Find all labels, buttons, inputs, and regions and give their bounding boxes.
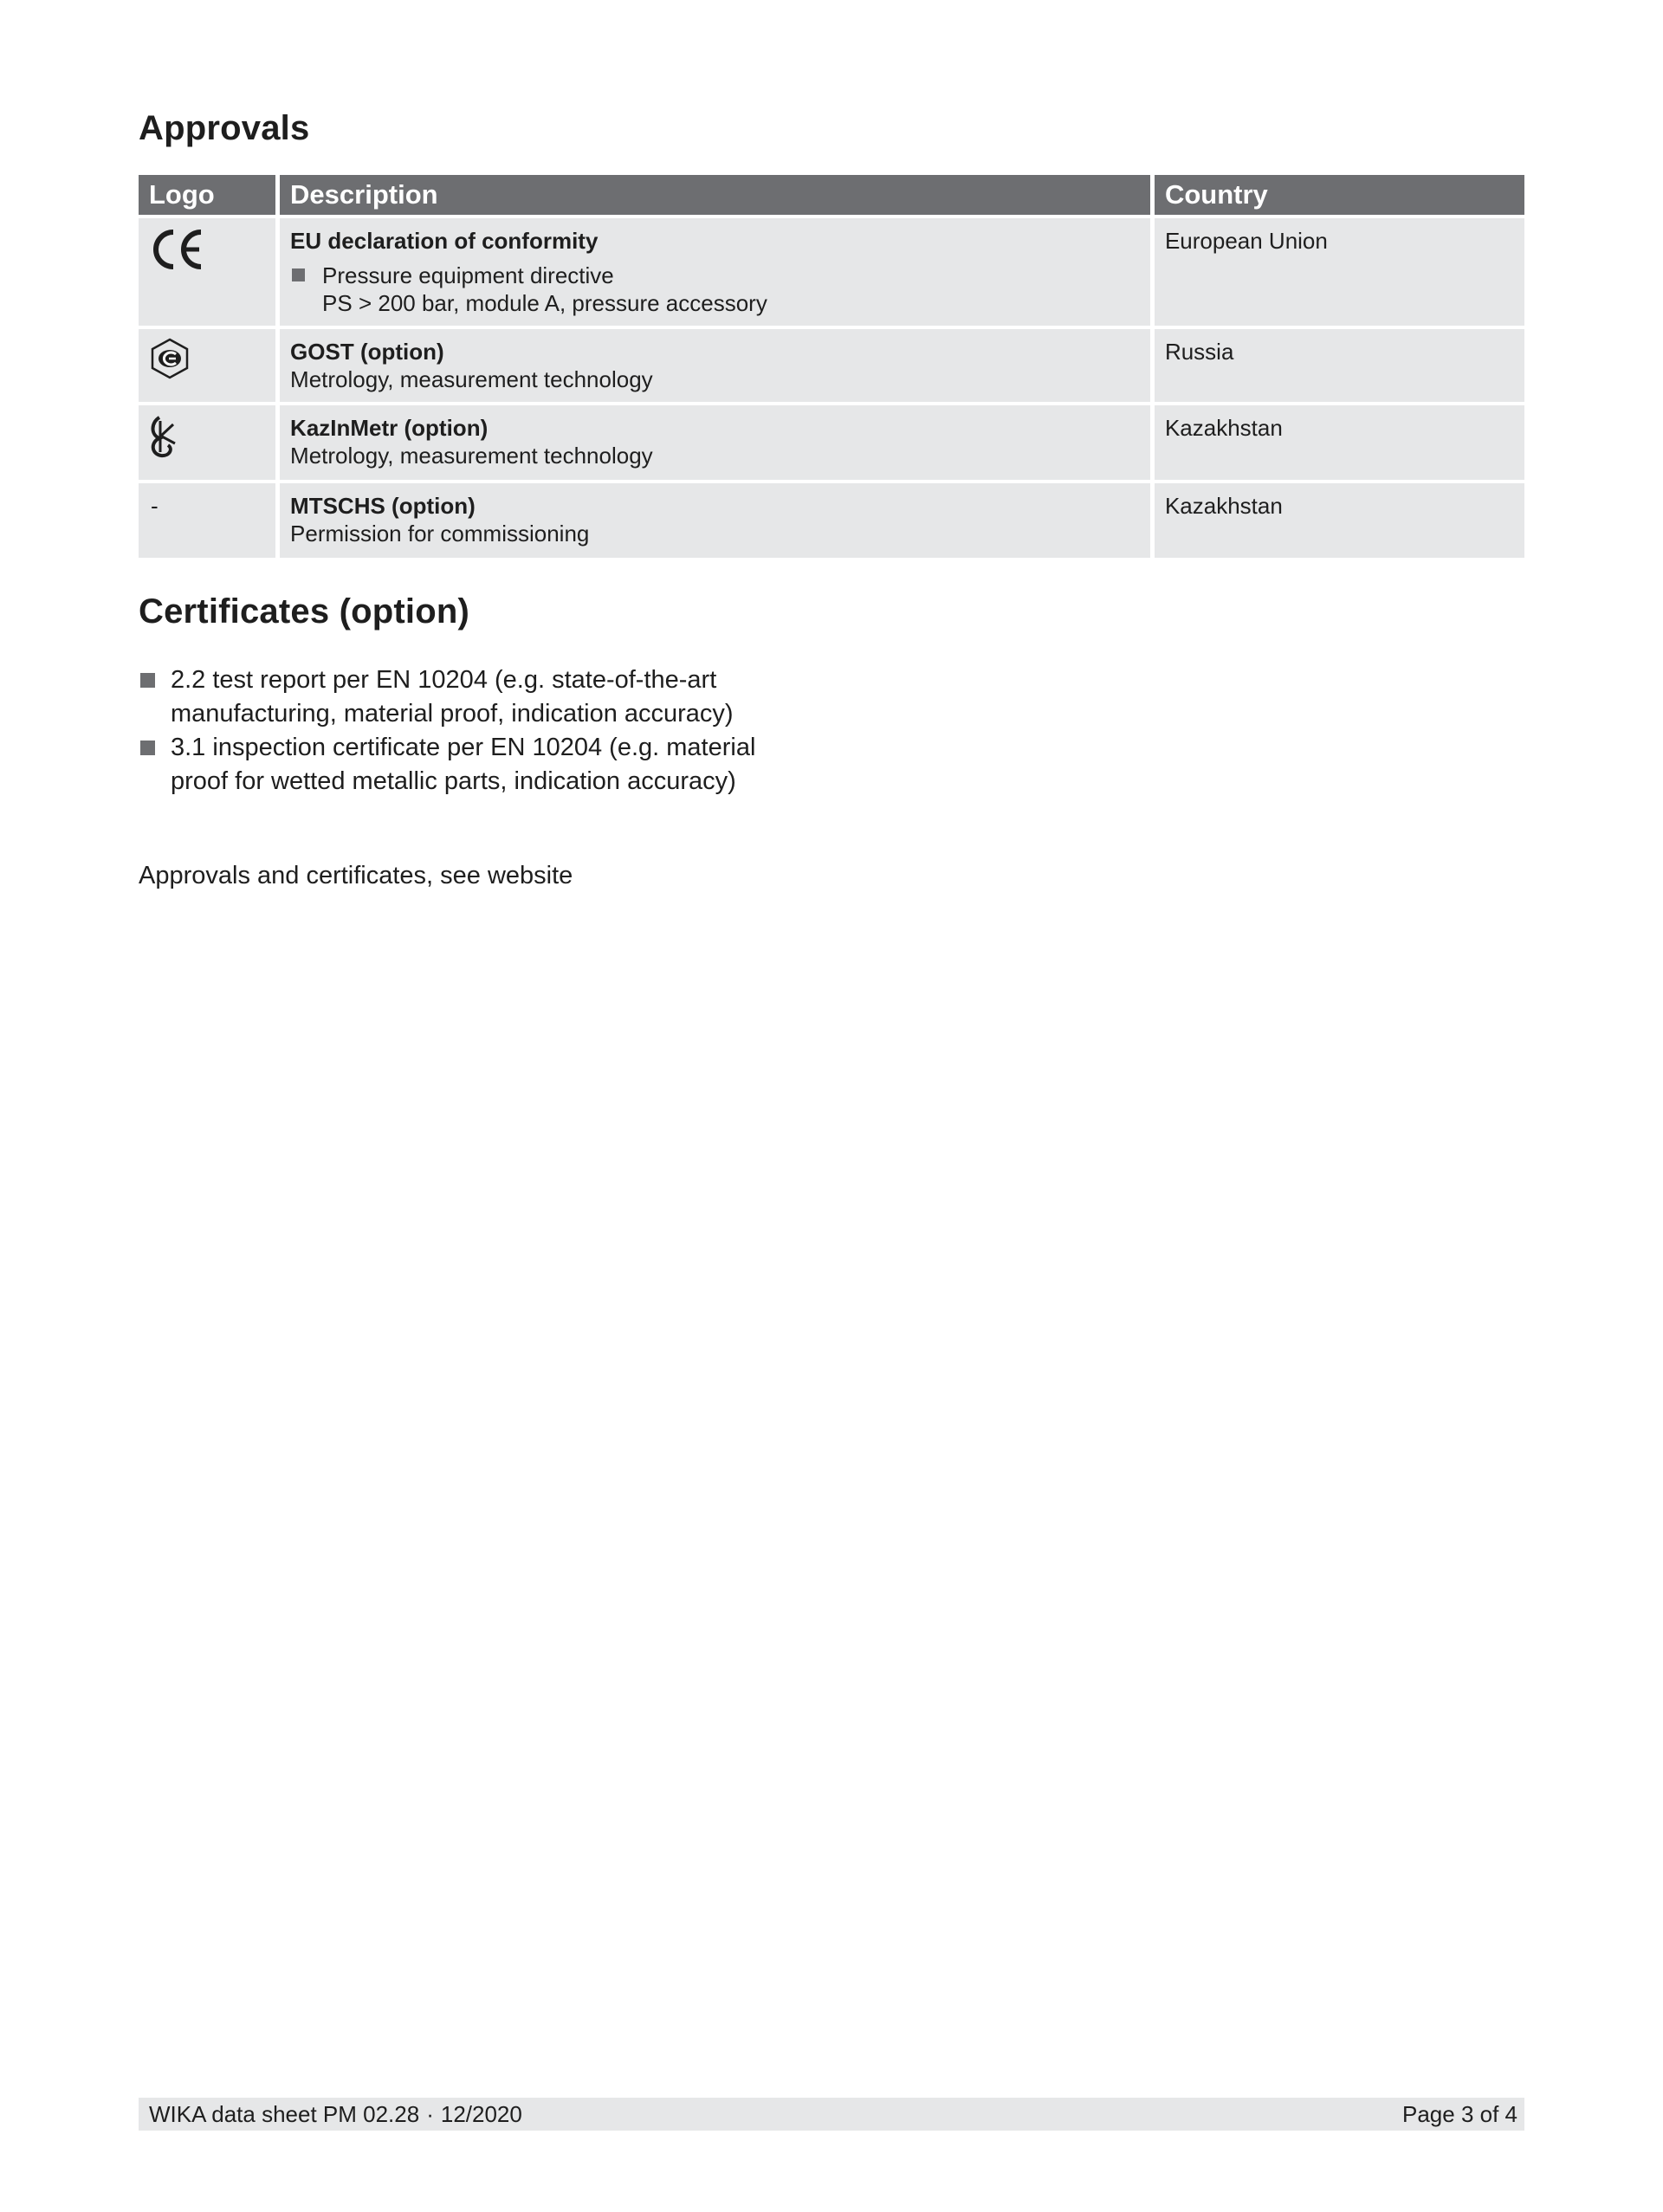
bullet-item	[290, 262, 1140, 317]
country-cell: Kazakhstan	[1155, 483, 1524, 561]
bullet-square-icon	[140, 673, 155, 688]
list-item-line: manufacturing, material proof, indication accuracy)	[171, 700, 734, 728]
table-row	[139, 329, 1524, 405]
list-item	[139, 731, 797, 799]
list-item-line: 2.2 test report per EN 10204 (e.g. state-of-the-art	[171, 666, 717, 694]
column-header-logo: Logo	[139, 175, 280, 218]
logo-cell	[139, 329, 280, 405]
table-row	[139, 483, 1524, 561]
list-item-line: 3.1 inspection certificate per EN 10204 (e.g. material	[171, 734, 756, 761]
logo-cell	[139, 218, 280, 329]
country-cell: Kazakhstan	[1155, 405, 1524, 483]
document-id: WIKA data sheet PM 02.28	[149, 2101, 420, 2127]
list-item-line: proof for wetted metallic parts, indication accuracy)	[171, 767, 736, 795]
bullet-detail: PS > 200 bar, module A, pressure accessory	[322, 290, 767, 316]
approval-title: GOST (option)	[290, 339, 444, 365]
approval-title: KazInMetr (option)	[290, 415, 489, 441]
certificates-list	[139, 663, 797, 799]
certificates-heading: Certificates (option)	[139, 592, 469, 631]
bullet-square-icon	[292, 268, 305, 281]
page-number: Page 3 of 4	[1402, 2101, 1517, 2127]
ce-mark-icon	[149, 227, 265, 280]
approvals-heading: Approvals	[139, 109, 310, 147]
logo-cell	[139, 483, 280, 561]
page-footer	[139, 2098, 1524, 2131]
no-logo-dash: -	[151, 493, 159, 519]
approval-subtitle: Metrology, measurement technology	[290, 366, 653, 392]
column-header-description: Description	[280, 175, 1155, 218]
approval-title: EU declaration of conformity	[290, 228, 599, 254]
document-date: 12/2020	[440, 2101, 522, 2127]
approval-subtitle: Permission for commissioning	[290, 521, 590, 547]
table-row	[139, 405, 1524, 483]
footer-document-info	[149, 2098, 522, 2131]
list-item-text	[171, 731, 755, 799]
country-cell: European Union	[1155, 218, 1524, 329]
description-cell	[280, 329, 1155, 405]
description-cell	[280, 218, 1155, 329]
table-row	[139, 218, 1524, 329]
kazinmetr-mark-icon	[149, 414, 265, 465]
logo-cell	[139, 405, 280, 483]
list-item	[139, 663, 797, 731]
description-cell	[280, 483, 1155, 561]
country-cell: Russia	[1155, 329, 1524, 405]
approvals-table	[139, 175, 1524, 561]
approval-subtitle: Metrology, measurement technology	[290, 443, 653, 469]
bullet-square-icon	[140, 741, 155, 755]
table-header-row	[139, 175, 1524, 218]
description-cell	[280, 405, 1155, 483]
footer-separator: ·	[426, 2101, 434, 2127]
bullet-text	[322, 262, 767, 317]
column-header-country: Country	[1155, 175, 1524, 218]
approval-title: MTSCHS (option)	[290, 493, 476, 519]
gost-mark-icon	[149, 338, 265, 385]
website-note: Approvals and certificates, see website	[139, 862, 573, 889]
bullet-label: Pressure equipment directive	[322, 262, 614, 288]
list-item-text	[171, 663, 734, 731]
